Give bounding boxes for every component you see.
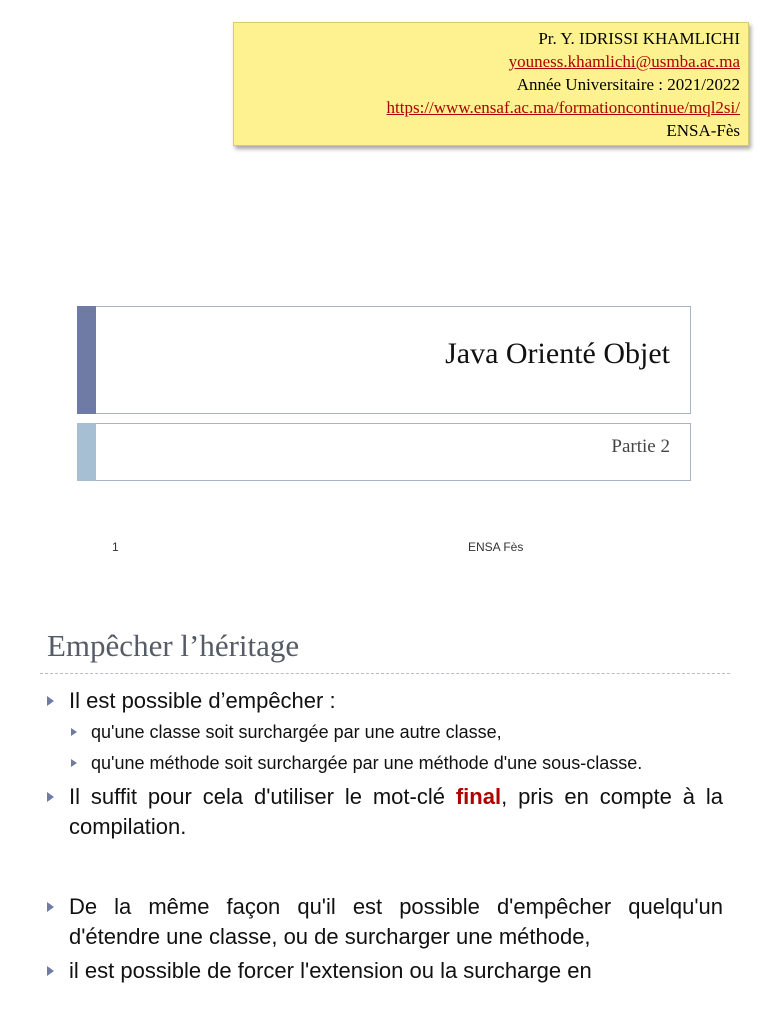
bullet-arrow-icon: [47, 792, 54, 802]
bullet-item: [47, 686, 723, 716]
slide-title: Empêcher l’héritage: [47, 628, 300, 663]
final-keyword: final: [455, 784, 502, 809]
bullet-text: Il suffit pour cela d'utiliser le mot-clé: [69, 784, 456, 809]
course-url-link[interactable]: https://www.ensaf.ac.ma/formationcontinue/mql2si/: [386, 98, 740, 117]
bullet-list: [47, 686, 723, 986]
bullet-text: qu'une classe soit surchargée par une autre classe,: [91, 722, 502, 742]
title-accent-bar: [77, 306, 96, 414]
bullet-text: De la même façon qu'il est possible d'empêcher quelqu'un d'étendre une classe, ou de surcharger une méthode,: [69, 894, 723, 949]
bullet-arrow-icon: [47, 696, 54, 706]
presentation-title: Java Orienté Objet: [445, 337, 670, 370]
sticky-note: [233, 22, 749, 146]
subtitle-accent-bar: [77, 423, 96, 481]
bullet-arrow-icon: [71, 728, 77, 736]
presentation-subtitle: Partie 2: [611, 436, 670, 457]
bullet-item: [47, 892, 723, 952]
bullet-item: [47, 956, 723, 986]
slide-number: 1: [112, 540, 119, 554]
bullet-arrow-icon: [71, 759, 77, 767]
subtitle-box: [77, 423, 691, 481]
title-divider: [40, 673, 730, 674]
sub-bullet-item: [47, 720, 723, 745]
email-link[interactable]: youness.khamlichi@usmba.ac.ma: [508, 52, 740, 71]
school-name: ENSA-Fès: [666, 121, 740, 140]
author-name: Pr. Y. IDRISSI KHAMLICHI: [538, 29, 740, 48]
slide-footer: ENSA Fès: [468, 540, 524, 554]
sub-bullet-item: [47, 751, 723, 776]
bullet-text: Il est possible d’empêcher :: [69, 688, 336, 713]
bullet-item: [47, 782, 723, 842]
bullet-arrow-icon: [47, 966, 54, 976]
academic-year: Année Universitaire : 2021/2022: [516, 75, 740, 94]
bullet-arrow-icon: [47, 902, 54, 912]
bullet-text: qu'une méthode soit surchargée par une méthode d'une sous-classe.: [91, 753, 643, 773]
bullet-text: , pris en compte à la compilation.: [69, 784, 723, 839]
title-box: [77, 306, 691, 414]
bullet-text: il est possible de forcer l'extension ou la surcharge en: [69, 958, 592, 983]
